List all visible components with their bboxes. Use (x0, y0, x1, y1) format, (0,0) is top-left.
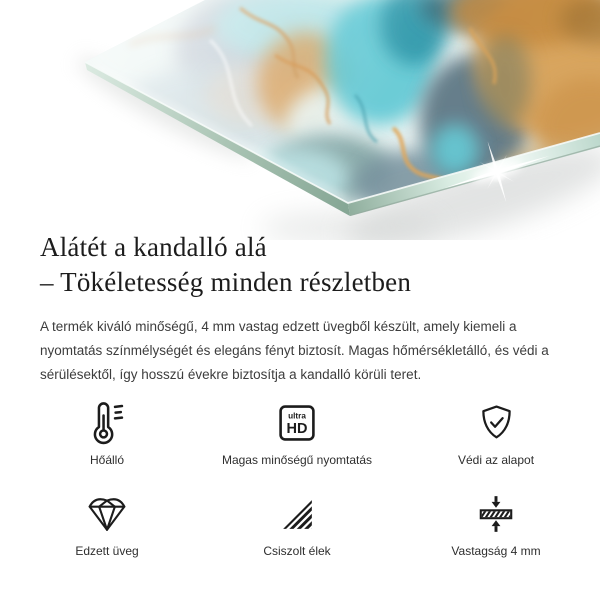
title-line-2: – Tökéletesség minden részletben (40, 267, 412, 297)
feature-label: Edzett üveg (75, 544, 139, 558)
svg-text:ultra: ultra (288, 411, 306, 421)
feature-polished-edges (194, 489, 400, 558)
thickness-icon (475, 489, 517, 539)
feature-label: Magas minőségű nyomtatás (221, 453, 373, 467)
product-image (0, 0, 600, 240)
feature-thickness (400, 489, 592, 558)
feature-heat-resistant (20, 398, 194, 467)
diamond-icon (86, 489, 128, 539)
thermometer-icon (84, 398, 130, 448)
feature-label: Vastagság 4 mm (451, 544, 541, 558)
feature-protects-base (400, 398, 592, 467)
feature-label: Védi az alapot (457, 453, 535, 467)
feature-label: Csiszolt élek (263, 544, 331, 558)
shield-check-icon (476, 398, 517, 448)
title-line-1: Alátét a kandalló alá (40, 232, 267, 262)
feature-label: Hőálló (89, 453, 125, 467)
svg-text:HD: HD (286, 421, 308, 437)
product-copy (40, 230, 565, 387)
feature-grid (20, 398, 592, 558)
page-title (40, 230, 565, 300)
ultra-hd-icon (277, 398, 317, 448)
feature-high-quality-print (194, 398, 400, 467)
product-description: A termék kiváló minőségű, 4 mm vastag edzett üvegből készült, amely kiemeli a nyomtatás színmélységét és elegáns fényt biztosít. Magas hőmérsékletálló, és védi a sérülésektől, így hosszú évekre biztosítja a kandalló körüli teret. (40, 319, 549, 382)
polished-edges-icon (279, 489, 316, 539)
feature-tempered-glass (20, 489, 194, 558)
glass-panel-art (0, 0, 600, 240)
